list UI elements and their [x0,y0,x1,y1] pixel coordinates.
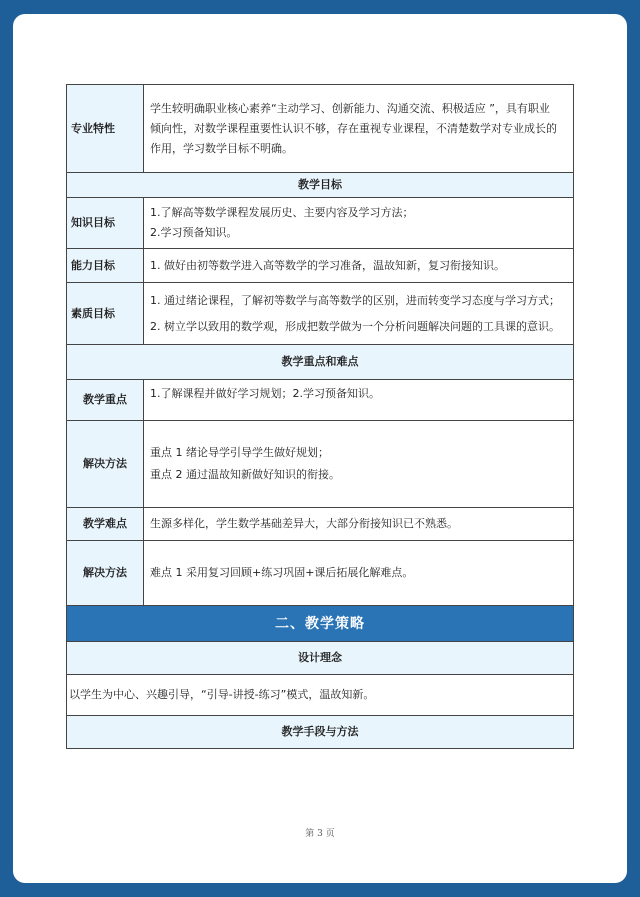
row-label-zhongdian: 教学重点 [67,380,144,421]
table-row [67,283,574,345]
table-row [67,642,574,675]
text-line: 1.了解高等数学课程发展历史、主要内容及学习方法； [150,206,414,219]
lesson-plan-table [66,84,574,749]
row-label-zhishi: 知识目标 [67,198,144,249]
table-row [67,198,574,249]
section-header-zhongdian: 教学重点和难点 [67,345,574,380]
table-row [67,345,574,380]
table-row [67,508,574,541]
linian-text: 以学生为中心、兴趣引导，“引导-讲授-练习”模式，温故知新。 [67,675,574,716]
row-content-jiejue2 [144,541,574,606]
text-line: 2. 树立学以致用的数学观，形成把数学做为一个分析问题解决问题的工具课的意识。 [150,319,560,333]
row-label-jiejue2: 解决方法 [67,541,144,606]
section-header-mubiao: 教学目标 [67,173,574,198]
text-line: 作用，学习数学目标不明确。 [150,141,293,155]
table-row [67,716,574,749]
section-header-linian: 设计理念 [67,642,574,675]
text-line: 生源多样化，学生数学基础差异大，大部分衔接知识已不熟悉。 [150,517,458,530]
section-header-celue: 二、教学策略 [67,606,574,642]
row-content-jiejue1 [144,421,574,508]
row-content-zhishi [144,198,574,249]
row-label-zhuanye: 专业特性 [67,85,144,173]
table-row [67,606,574,642]
text-line: 重点 2 通过温故知新做好知识的衔接。 [150,468,340,481]
table-row [67,249,574,283]
table-row [67,541,574,606]
row-label-suzhi: 素质目标 [67,283,144,345]
table-row [67,85,574,173]
table-row [67,421,574,508]
row-content-nandian [144,508,574,541]
text-line: 2.学习预备知识。 [150,226,238,239]
section-header-shouduan: 教学手段与方法 [67,716,574,749]
row-label-jiejue1: 解决方法 [67,421,144,508]
row-label-nengli: 能力目标 [67,249,144,283]
text-line: 学生较明确职业核心素养“主动学习、创新能力、沟通交流、积极适应 ”，具有职业 [150,101,550,115]
text-line: 1. 通过绪论课程，了解初等数学与高等数学的区别，进而转变学习态度与学习方式； [150,293,560,307]
row-content-nengli [144,249,574,283]
page-number: 第 3 页 [305,829,335,839]
text-line: 重点 1 绪论导学引导学生做好规划； [150,446,329,459]
row-content-suzhi [144,283,574,345]
document-page [13,14,627,883]
text-line: 1. 做好由初等数学进入高等数学的学习准备，温故知新，复习衔接知识。 [150,258,505,272]
text-line: 难点 1 采用复习回顾+练习巩固+课后拓展化解难点。 [150,566,414,579]
table-row [67,380,574,421]
text-line: 1.了解课程并做好学习规划；2.学习预备知识。 [150,387,380,400]
row-label-nandian: 教学难点 [67,508,144,541]
row-content-zhongdian [144,380,574,421]
text-line: 倾向性，对数学课程重要性认识不够，存在重视专业课程，不清楚数学对专业成长的 [150,121,557,135]
table-row [67,675,574,716]
table-row [67,173,574,198]
row-content-zhuanye [144,85,574,173]
